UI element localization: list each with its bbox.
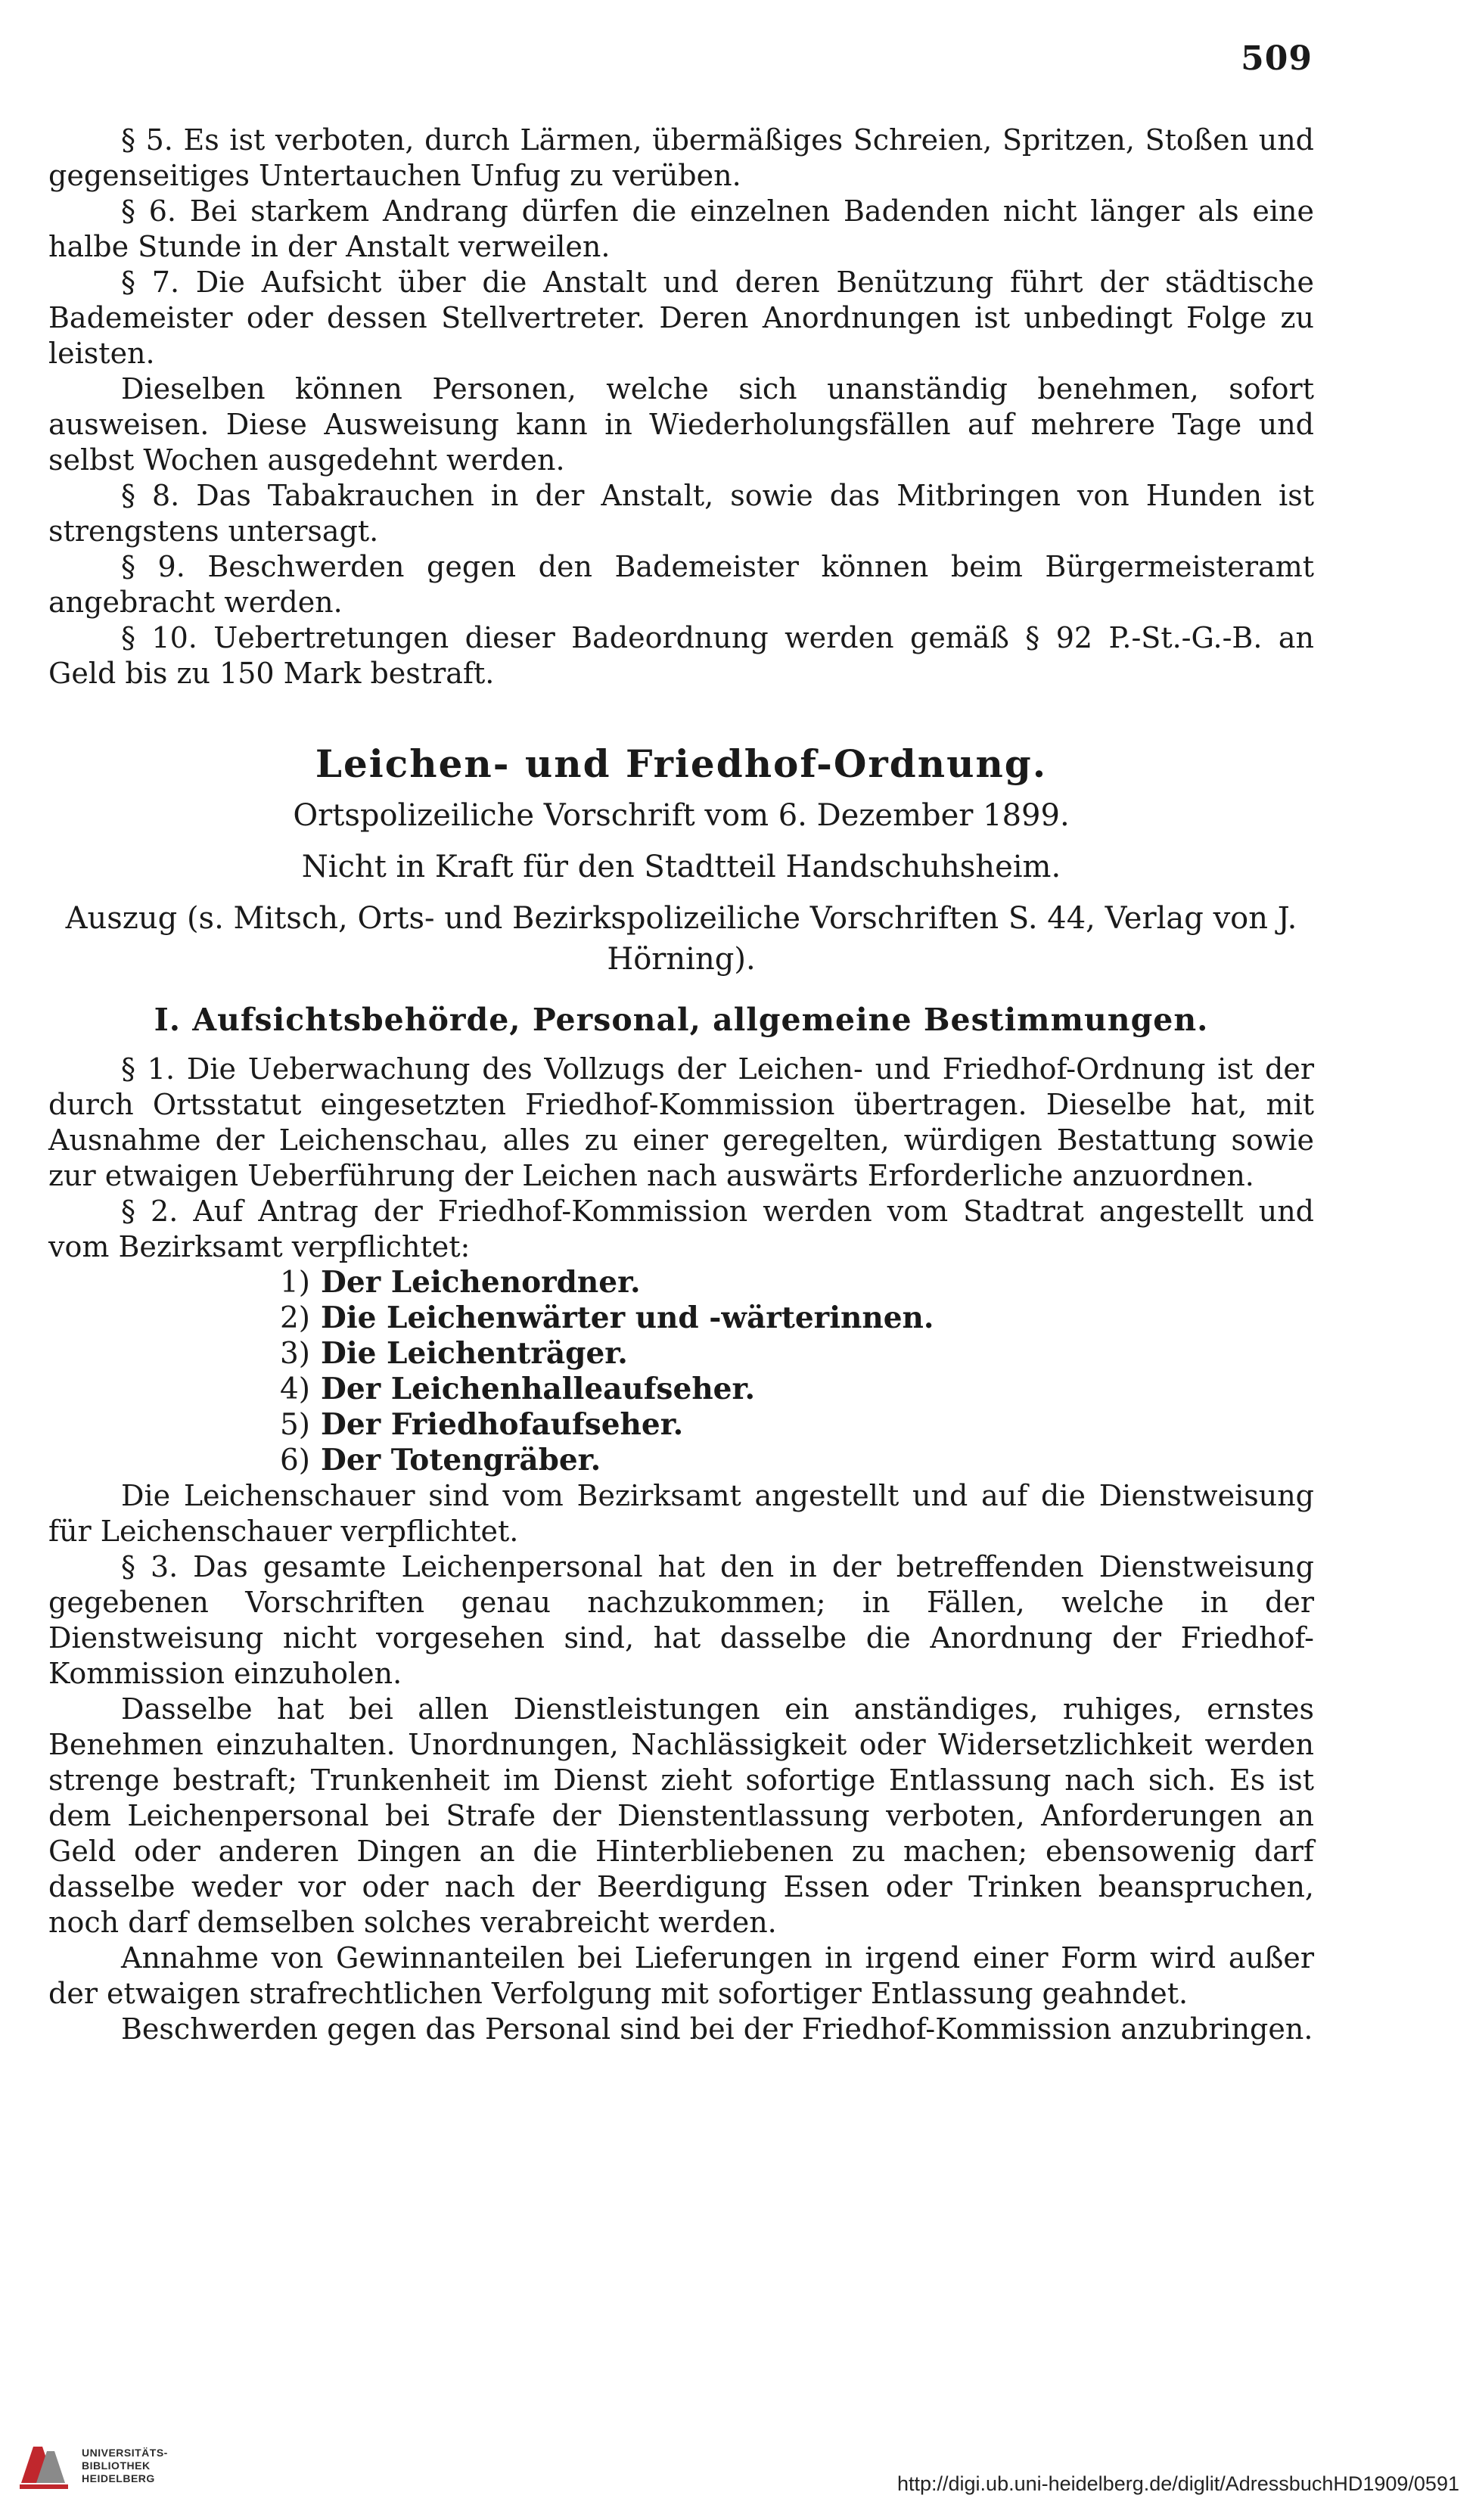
paragraph-cemetery-3: § 3. Das gesamte Leichenpersonal hat den in der betreffenden Dienstweisung gegebenen Vorschriften genau nachzukommen; in Fällen, welche in der Dienstweisung nicht vorgesehen sind, hat dasselbe die Anordnung der Friedhof-Kommission einzuholen.	[48, 1550, 1314, 1690]
paragraph-cemetery-complaints: Beschwerden gegen das Personal sind bei der Friedhof-Kommission anzubringen.	[121, 2012, 1313, 2046]
paragraph-bath-7: § 7. Die Aufsicht über die Anstalt und deren Benützung führt der städtische Bademeister oder dessen Stellvertreter. Deren Anordnungen ist unbedingt Folge zu leisten.	[48, 266, 1314, 370]
section-excerpt-note: Auszug (s. Mitsch, Orts- und Bezirkspolizeiliche Vorschriften S. 44, Verlag von J. Hörning).	[65, 901, 1297, 977]
paragraph-cemetery-profit: Annahme von Gewinnanteilen bei Lieferungen in irgend einer Form wird außer der etwaigen strafrechtlichen Verfolgung mit sofortiger Entlassung geahndet.	[48, 1941, 1314, 2010]
paragraph-bath-5: § 5. Es ist verboten, durch Lärmen, übermäßiges Schreien, Spritzen, Stoßen und gegenseitiges Untertauchen Unfug zu verüben.	[48, 123, 1314, 192]
library-logo-icon	[17, 2436, 76, 2497]
section-subtitle: Ortspolizeiliche Vorschrift vom 6. Dezember 1899.	[293, 798, 1070, 833]
paragraph-bath-7-cont: Dieselben können Personen, welche sich unanständig benehmen, sofort ausweisen. Diese Ausweisung kann in Wiederholungsfällen auf mehrere Tage und selbst Wochen ausgedehnt werden.	[48, 372, 1314, 477]
paragraph-cemetery-1: § 1. Die Ueberwachung des Vollzugs der Leichen- und Friedhof-Ordnung ist der durch Ortsstatut eingesetzten Friedhof-Kommission übertragen. Dieselbe hat, mit Ausnahme der Leichenschau, alles zu einer geregelten, würdigen Bestattung sowie zur etwaigen Ueberführung der Leichen nach auswärts Erforderliche anzuordnen.	[48, 1052, 1314, 1192]
section-title: Leichen- und Friedhof-Ordnung.	[315, 741, 1048, 786]
library-name-line-1: UNIVERSITÄTS-	[82, 2447, 168, 2459]
list-item: 3) Die Leichenträger.	[279, 1336, 628, 1371]
list-item: 4) Der Leichenhalleaufseher.	[279, 1372, 756, 1406]
paragraph-bath-8: § 8. Das Tabakrauchen in der Anstalt, sowie das Mitbringen von Hunden ist strengstens untersagt.	[48, 479, 1314, 548]
library-logo	[17, 2436, 191, 2504]
list-item: 5) Der Friedhofaufseher.	[279, 1407, 684, 1442]
paragraph-bath-6: § 6. Bei starkem Andrang dürfen die einzelnen Badenden nicht länger als eine halbe Stunde in der Anstalt verweilen.	[48, 194, 1314, 263]
list-item: 1) Der Leichenordner.	[279, 1265, 641, 1300]
page-body	[48, 123, 1314, 2047]
list-item: 6) Der Totengräber.	[279, 1443, 601, 1478]
library-name-line-2: BIBLIOTHEK	[82, 2459, 151, 2472]
paragraph-cemetery-inspectors: Die Leichenschauer sind vom Bezirksamt angestellt und auf die Dienstweisung für Leichenschauer verpflichtet.	[48, 1479, 1314, 1548]
library-name-line-3: HEIDELBERG	[82, 2472, 155, 2484]
section-validity-note: Nicht in Kraft für den Stadtteil Handschuhsheim.	[301, 850, 1061, 884]
paragraph-cemetery-conduct: Dasselbe hat bei allen Dienstleistungen ein anständiges, ruhiges, ernstes Benehmen einzuhalten. Unordnungen, Nachlässigkeit oder Widersetzlichkeit werden strenge bestraft; Trunkenheit im Dienst zieht sofortige Entlassung nach sich. Es ist dem Leichenpersonal bei Strafe der Dienstentlassung verboten, Anforderungen an Geld oder anderen Dingen an die Hinterbliebenen zu machen; ebensowenig darf dasselbe weder vor oder nach der Beerdigung Essen oder Trinken beanspruchen, noch darf demselben solches verabreicht werden.	[48, 1692, 1314, 1939]
page-number: 509	[1241, 39, 1313, 78]
paragraph-bath-9: § 9. Beschwerden gegen den Bademeister können beim Bürgermeisteramt angebracht werden.	[48, 550, 1314, 619]
source-url-link[interactable]: http://digi.ub.uni-heidelberg.de/diglit/AdressbuchHD1909/0591	[896, 2472, 1459, 2495]
list-item: 2) Die Leichenwärter und -wärterinnen.	[279, 1300, 934, 1335]
paragraph-bath-10: § 10. Uebertretungen dieser Badeordnung werden gemäß § 92 P.-St.-G.-B. an Geld bis zu 150 Mark bestraft.	[48, 621, 1314, 690]
paragraph-cemetery-2: § 2. Auf Antrag der Friedhof-Kommission werden vom Stadtrat angestellt und vom Bezirksamt verpflichtet:	[48, 1195, 1314, 1263]
staff-list	[274, 1265, 1314, 1478]
footer	[0, 2406, 1479, 2520]
subsection-title: I. Aufsichtsbehörde, Personal, allgemeine Bestimmungen.	[154, 1002, 1209, 1038]
